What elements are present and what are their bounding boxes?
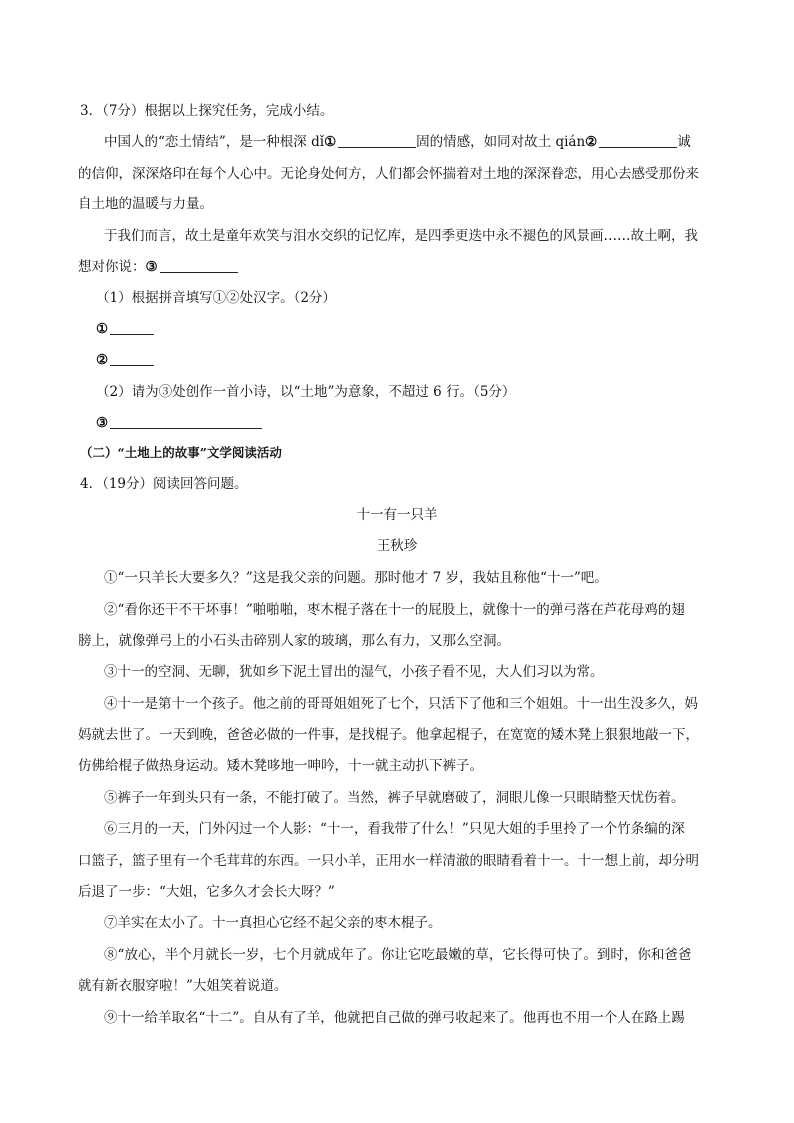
blank-marker-2: ② — [585, 134, 598, 150]
answer-marker-2: ② — [96, 352, 109, 368]
passage-line: 仿佛给棍子做热身运动。矮木凳哆地一呻吟，十一就主动扒下裤子。 — [78, 758, 483, 774]
blank-3[interactable] — [160, 258, 238, 273]
passage-line: ⑦羊实在太小了。十一真担心它经不起父亲的枣木棍子。 — [104, 915, 442, 931]
q3-text: 诚 — [677, 134, 691, 150]
passage-line: 就有新衣服穿啦！”大姐笑着说道。 — [78, 978, 288, 994]
answer-line-3 — [96, 413, 262, 433]
question-4-header: 4．（19分）阅读回答问题。 — [80, 476, 248, 492]
q3-paragraph2-line1: 于我们而言，故土是童年欢笑与泪水交织的记忆库，是四季更迭中永不褪色的风景画……故土啊，我 — [104, 228, 698, 244]
answer-line-1 — [96, 319, 154, 339]
sub-question-1: （1）根据拼音填写①②处汉字。（2分） — [96, 290, 336, 306]
passage-line: ④十一是第十一个孩子。他之前的哥哥姐姐死了七个，只活下了他和三个姐姐。十一出生没多久，妈 — [104, 696, 698, 712]
answer-blank-2[interactable] — [110, 351, 154, 366]
question-3-header: 3．（7分）根据以上探究任务，完成小结。 — [80, 103, 334, 119]
passage-line: 后退了一步：“大姐，它多久才会长大呀？” — [78, 884, 335, 900]
passage-line: ⑤裤子一年到头只有一条，不能打破了。当然，裤子早就磨破了，洞眼儿像一只眼睛整天忧伤着。 — [104, 790, 685, 806]
passage-line: ③十一的空洞、无聊，犹如乡下泥土冒出的湿气，小孩子看不见，大人们习以为常。 — [104, 664, 604, 680]
passage-line: ⑨十一给羊取名“十二”。自从有了羊，他就把自己做的弹弓收起来了。他再也不用一个人在路上踢 — [104, 1010, 685, 1026]
answer-blank-1[interactable] — [110, 320, 154, 335]
passage-line: ②“看你还干不干坏事！”啪啪啪，枣木棍子落在十一的屁股上，就像十一的弹弓落在芦花母鸡的翅 — [104, 602, 685, 618]
q3-paragraph1-line1 — [104, 132, 691, 152]
blank-1[interactable] — [338, 133, 416, 148]
passage-line: 妈就去世了。一天到晚，爸爸必做的一件事，是找棍子。他拿起棍子，在宽宽的矮木凳上狠狠地敲一下， — [78, 727, 699, 743]
q3-paragraph1-line3: 自土地的温暖与力量。 — [78, 196, 213, 212]
passage-title: 十一有一只羊 — [356, 507, 438, 523]
section-2-heading: （二）“土地上的故事”文学阅读活动 — [80, 445, 282, 460]
answer-blank-3[interactable] — [110, 414, 262, 429]
answer-marker-3: ③ — [96, 415, 109, 431]
passage-line: ⑥三月的一天，门外闪过一个人影：“十一，看我带了什么！”只见大姐的手里拎了一个竹条编的深 — [104, 821, 685, 837]
blank-2[interactable] — [599, 133, 677, 148]
q3-paragraph1-line2: 的信仰，深深烙印在每个人心中。无论身处何方，人们都会怀揣着对土地的深深眷恋，用心去感受那份来 — [78, 166, 699, 182]
passage-line: ①“一只羊长大要多久？”这是我父亲的问题。那时他才 7 岁，我姑且称他“十一”吧。 — [104, 570, 608, 586]
passage-line: 口篮子，篮子里有一个毛茸茸的东西。一只小羊，正用水一样清澈的眼睛看着十一。十一想上前，却分明 — [78, 853, 699, 869]
q3-text: 固的情感，如同对故土 qián — [416, 134, 586, 150]
blank-marker-3: ③ — [145, 259, 158, 275]
q3-text: 想对你说： — [78, 259, 146, 275]
q3-text: 中国人的“恋土情结”，是一种根深 dǐ — [104, 134, 325, 150]
sub-question-2: （2）请为③处创作一首小诗，以“土地”为意象，不超过 6 行。（5分） — [96, 384, 516, 400]
passage-author: 王秋珍 — [376, 538, 418, 554]
answer-marker-1: ① — [96, 321, 109, 337]
passage-line: ⑧“放心，半个月就长一岁，七个月就成年了。你让它吃最嫩的草，它长得可快了。到时，你和爸爸 — [104, 947, 692, 963]
q3-paragraph2-line2 — [78, 257, 238, 277]
answer-line-2 — [96, 350, 154, 370]
passage-line: 膀上，就像弹弓上的小石头击碎别人家的玻璃，那么有力，又那么空洞。 — [78, 633, 510, 649]
blank-marker-1: ① — [324, 134, 337, 150]
